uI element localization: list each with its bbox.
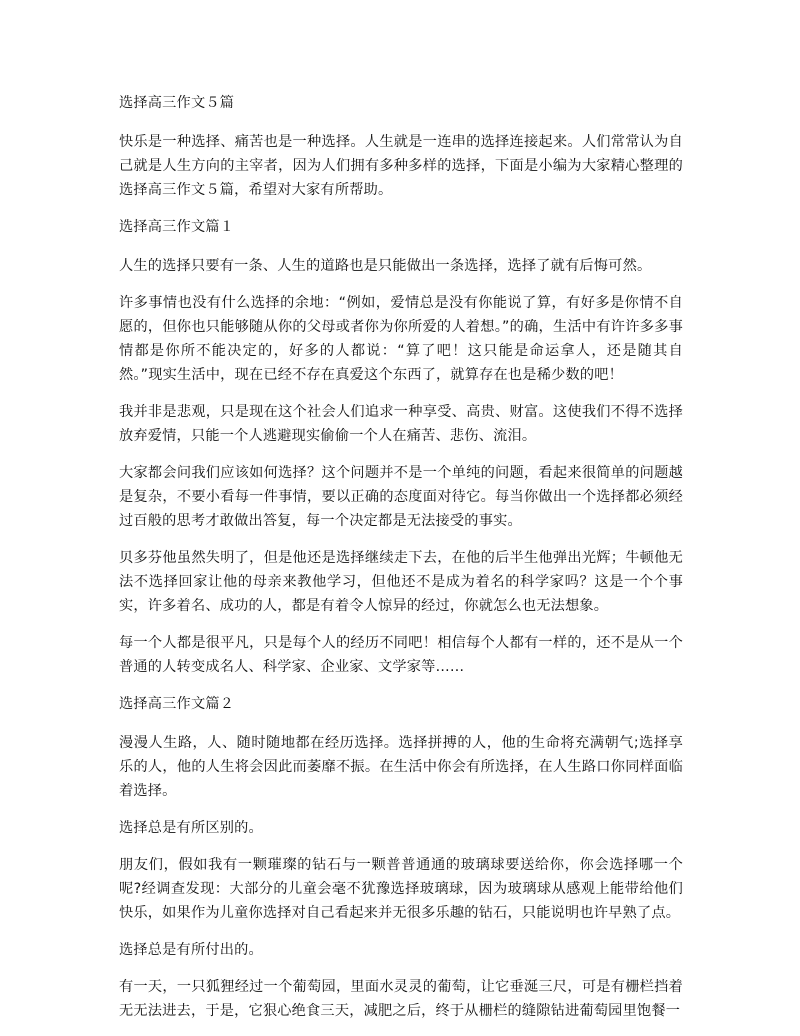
section-1-paragraph: 贝多芬他虽然失明了，但是他还是选择继续走下去，在他的后半生他弹出光辉；牛顿他无法不选择回家让他的母亲来教他学习，但他还不是成为着名的科学家吗？这是一个个事实，许多着名、成功的人，都是有着令人惊异的经过，你就怎么也无法想象。: [119, 550, 683, 614]
section-1-paragraph: 许多事情也没有什么选择的余地：“例如，爱情总是没有你能说了算，有好多是你情不自愿的，但你也只能够随从你的父母或者你为你所爱的人着想。”的确，生活中有许许多多事情都是你所不能决定的，好多的人都说：“算了吧！这只能是命运拿人，还是随其自然。”现实生活中，现在已经不存在真爱这个东西了，就算存在也是稀少数的吧！: [119, 295, 683, 383]
document-title: 选择高三作文５篇: [119, 95, 235, 111]
document-body: [119, 91, 683, 1036]
section-2-paragraph: 漫漫人生路，人、随时随地都在经历选择。选择拼搏的人，他的生命将充满朝气;选择享乐的人，他的人生将会因此而萎靡不振。在生活中你会有所选择，在人生路口你同样面临着选择。: [119, 735, 683, 799]
section-2-paragraph: 朋友们，假如我有一颗璀璨的钻石与一颗普普通通的玻璃球要送给你，你会选择哪一个呢?经调查发现：大部分的儿童会毫不犹豫选择玻璃球，因为玻璃球从感观上能带给他们快乐，如果作为儿童你选择对自己看起来并无很多乐趣的钻石，只能说明也许早熟了点。: [119, 857, 683, 921]
section-1-paragraph: 人生的选择只要有一条、人生的道路也是只能做出一条选择，选择了就有后悔可然。: [119, 258, 652, 274]
section-2-paragraph: 选择总是有所区别的。: [119, 820, 263, 836]
section-2-paragraph: 有一天，一只狐狸经过一个葡萄园，里面水灵灵的葡萄，让它垂涎三尺，可是有栅栏挡着无无法进去，于是，它狠心绝食三天，减肥之后，终于从栅栏的缝隙钻进葡萄园里饱餐一: [119, 979, 683, 1019]
section-2-paragraph: 选择总是有所付出的。: [119, 942, 263, 958]
section-1-heading: 选择高三作文篇１: [119, 219, 235, 235]
section-1-paragraph: 我并非是悲观，只是现在这个社会人们追求一种享受、高贵、财富。这使我们不得不选择放弃爱情，只能一个人逃避现实偷偷一个人在痛苦、悲伤、流泪。: [119, 404, 683, 444]
intro-paragraph: 快乐是一种选择、痛苦也是一种选择。人生就是一连串的选择连接起来。人们常常认为自己就是人生方向的主宰者，因为人们拥有多种多样的选择，下面是小编为大家精心整理的选择高三作文５篇，希望对大家有所帮助。: [119, 134, 683, 198]
section-2-heading: 选择高三作文篇２: [119, 696, 235, 712]
section-1-paragraph: 大家都会问我们应该如何选择？这个问题并不是一个单纯的问题，看起来很简单的问题越是复杂，不要小看每一件事情，要以正确的态度面对待它。每当你做出一个选择都必须经过百般的思考才敢做出答复，每一个决定都是无法接受的事实。: [119, 465, 683, 529]
section-1-paragraph: 每一个人都是很平凡，只是每个人的经历不同吧！相信每个人都有一样的，还不是从一个普通的人转变成名人、科学家、企业家、文学家等……: [119, 635, 683, 675]
